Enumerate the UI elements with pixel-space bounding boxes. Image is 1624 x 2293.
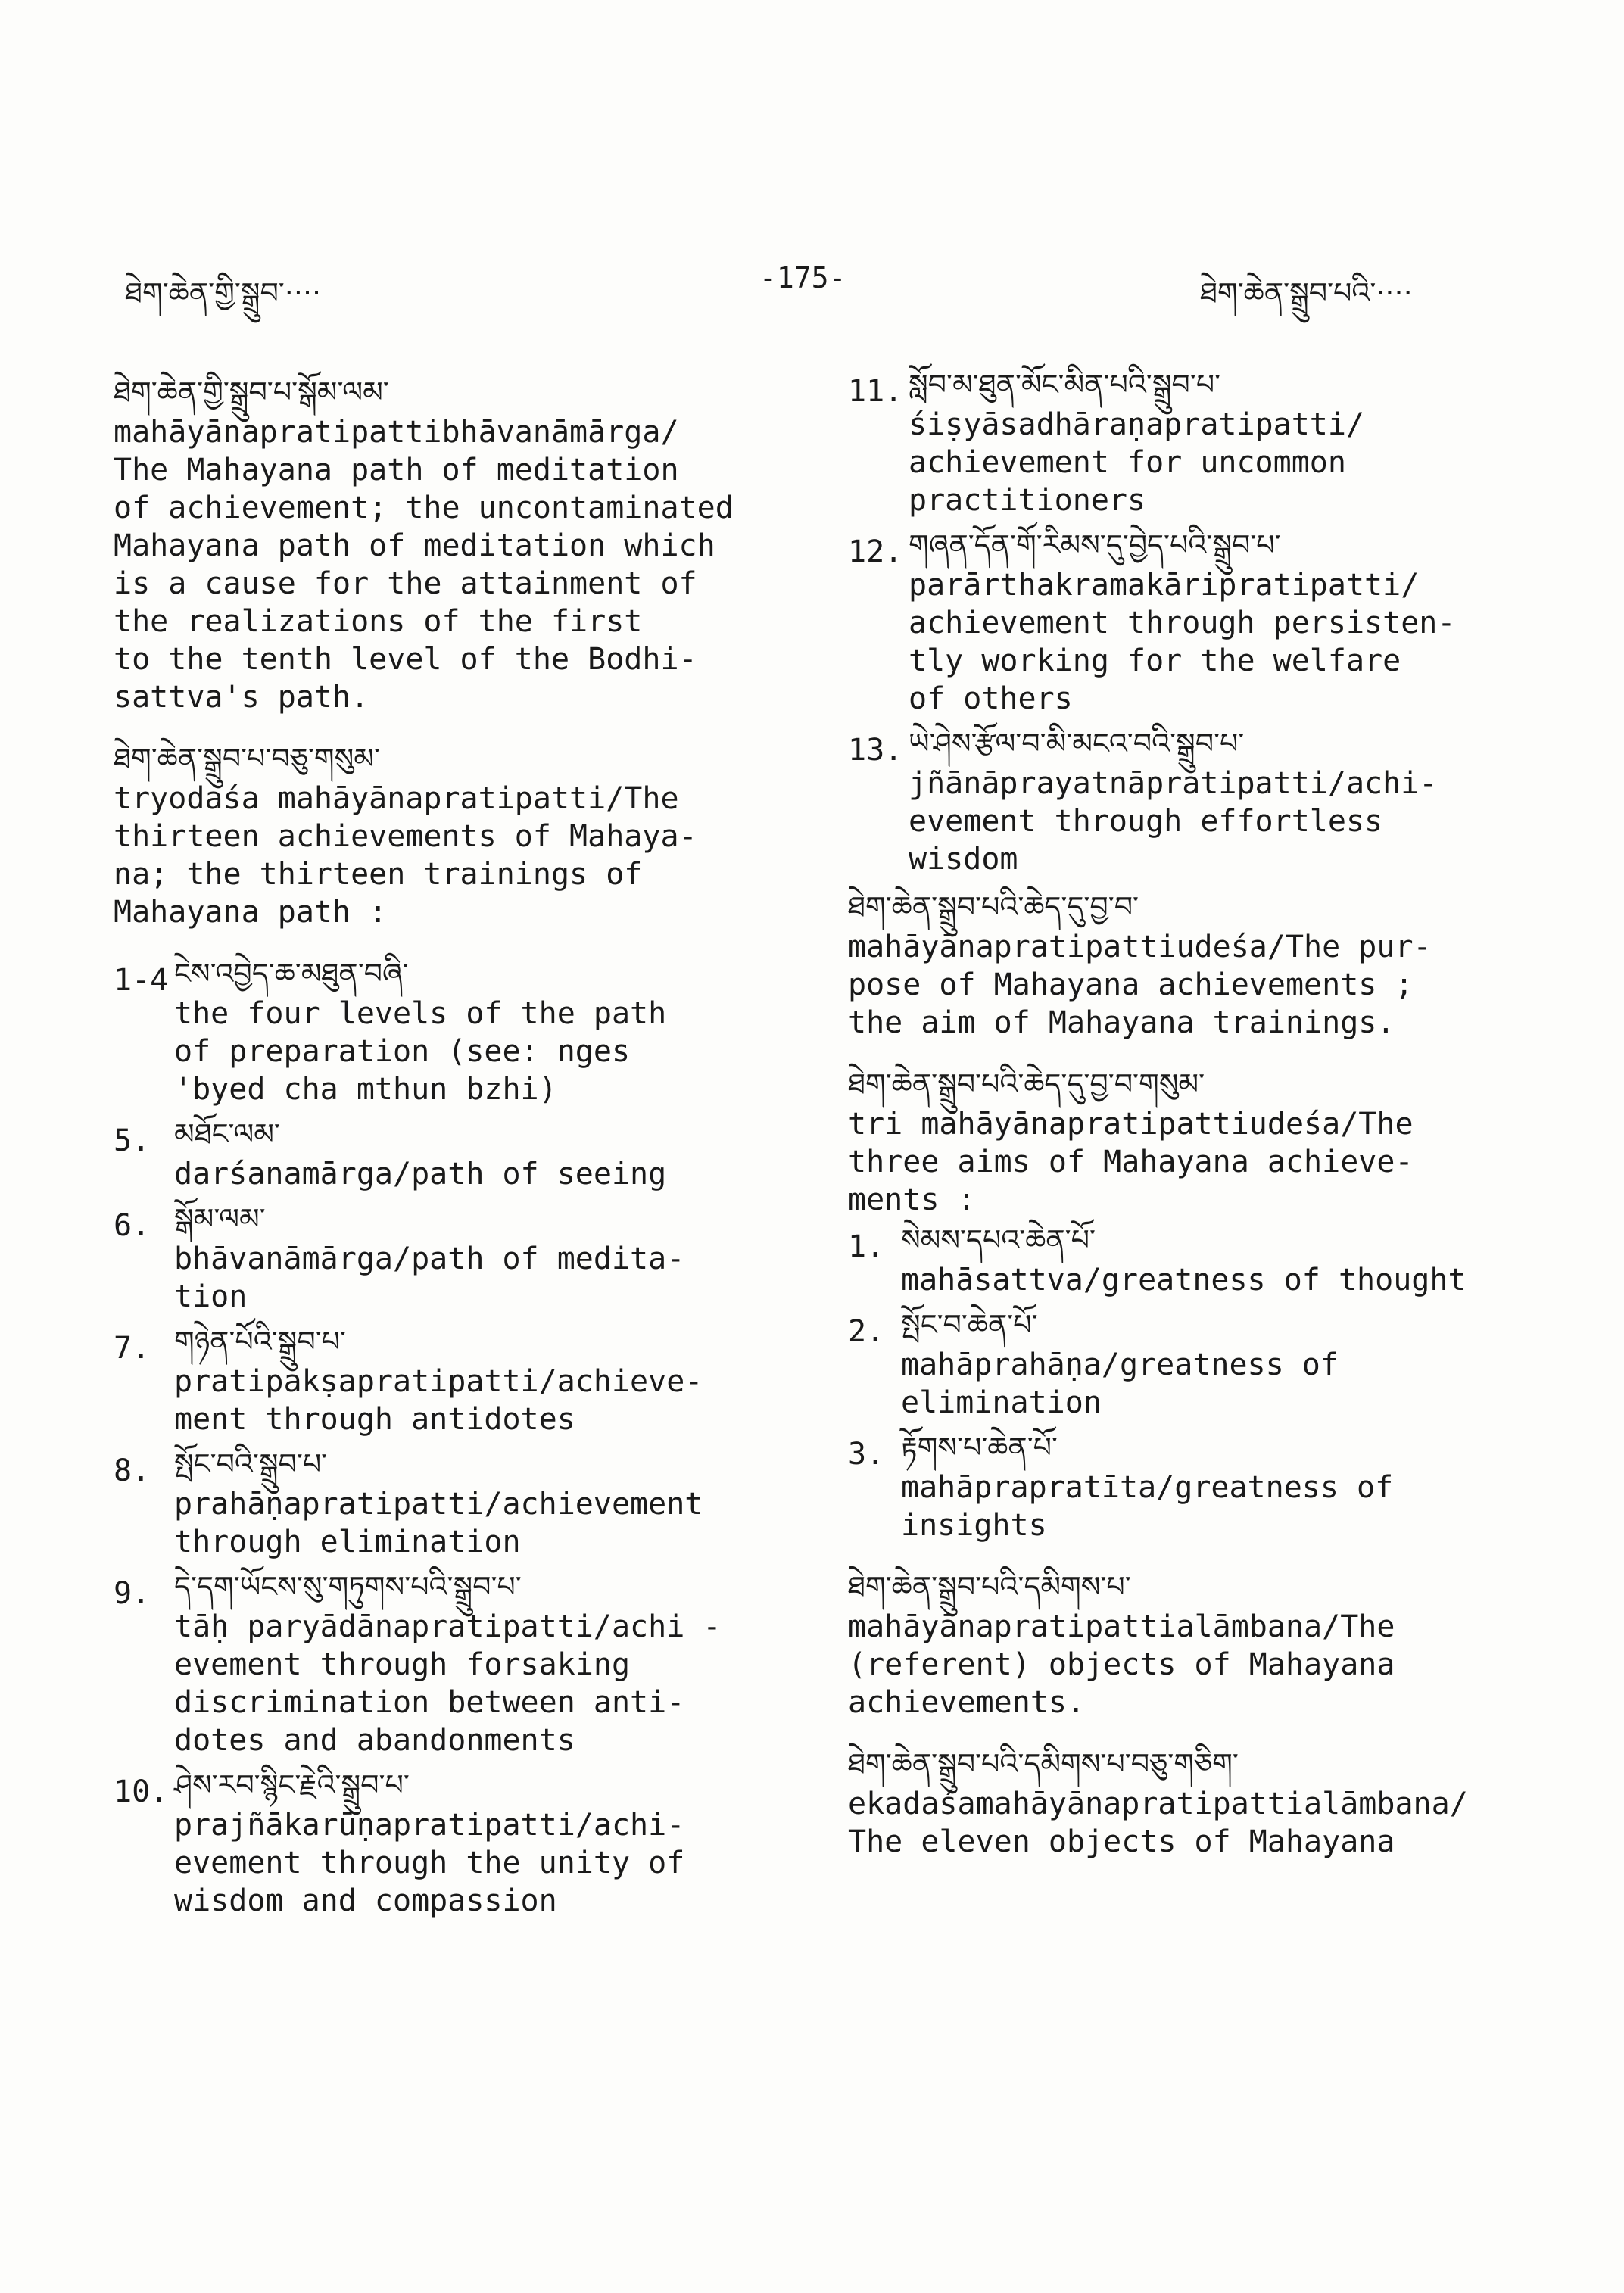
list-item-tibetan: དེ་དག་ཡོངས་སུ་གཏུགས་པའི་སྒྲུབ་པ་ [174, 1570, 522, 1603]
entry-line: the aim of Mahayana trainings. [848, 1005, 1395, 1040]
entry-tibetan-heading: ཐེག་ཆེན་སྒྲུབ་པའི་ཆེད་དུ་བྱ་བ་གསུམ་ [848, 1067, 1205, 1101]
list-item-line: ment through antidotes [174, 1402, 575, 1437]
list-item-line: parārthakramakāripratipatti/ [909, 568, 1420, 603]
list-item-line: mahāsattva/greatness of thought [901, 1263, 1467, 1298]
entry-tibetan-heading: ཐེག་ཆེན་སྒྲུབ་པའི་དམིགས་པ་ [848, 1570, 1131, 1603]
entry-line: to the tenth level of the Bodhi- [114, 642, 697, 677]
list-item-line: through elimination [174, 1525, 521, 1559]
list-item-line: the four levels of the path [174, 996, 667, 1031]
entry-three-aims [848, 1063, 1529, 1544]
list-item-tibetan: གཉེན་པོའི་སྒྲུབ་པ་ [174, 1325, 347, 1358]
list-item-line: of others [909, 681, 1073, 716]
entry-line: The eleven objects of Mahayana [848, 1824, 1395, 1859]
entry-line: Mahayana path of meditation which [114, 528, 715, 563]
list-item-tibetan: མཐོང་ལམ་ [174, 1117, 280, 1151]
list-item-line: achievement through persisten- [909, 606, 1456, 640]
entry-mahayana-meditation-path [114, 371, 810, 716]
entry-line: achievements. [848, 1685, 1086, 1720]
list-item [848, 363, 1529, 519]
list-item [114, 1566, 810, 1759]
entry-line: the realizations of the first [114, 604, 643, 639]
right-column [848, 363, 1529, 1882]
entry-line: na; the thirteen trainings of [114, 857, 643, 892]
entry-line: sattva's path. [114, 680, 369, 715]
list-item-tibetan: སེམས་དཔའ་ཆེན་པོ་ [901, 1223, 1096, 1257]
entry-thirteen-achievements [114, 737, 810, 931]
entry-line: of achievement; the uncontaminated [114, 491, 734, 525]
entry-line: is a cause for the attainment of [114, 566, 697, 601]
entry-line: The Mahayana path of meditation [114, 453, 679, 488]
list-item-line: mahāprahāṇa/greatness of [901, 1347, 1339, 1382]
list-item [848, 1219, 1529, 1299]
list-item-line: darśanamārga/path of seeing [174, 1157, 667, 1192]
entry-line: (referent) objects of Mahayana [848, 1647, 1395, 1682]
list-item-line: mahāprapratīta/greatness of [901, 1470, 1394, 1505]
page-number: -175- [759, 261, 846, 294]
list-item [114, 1443, 810, 1561]
list-item-line: pratipakṣapratipatti/achieve- [174, 1364, 703, 1399]
list-item-line: śiṣyāsadhāraṇapratipatti/ [909, 407, 1365, 442]
list-item-line: evement through the unity of [174, 1846, 685, 1880]
list-item-number: 1. [848, 1229, 885, 1264]
running-header-left: ཐེག་ཆེན་གྱི་སྒྲུབ་···· [125, 276, 322, 310]
entry-line: Mahayana path : [114, 895, 388, 930]
entry-tibetan-heading: ཐེག་ཆེན་སྒྲུབ་པ་བཅུ་གསུམ་ [114, 742, 380, 775]
list-item-line: achievement for uncommon [909, 445, 1346, 480]
list-item-line: bhāvanāmārga/path of medita- [174, 1242, 685, 1276]
list-item-tibetan: སློབ་མ་ཐུན་མོང་མིན་པའི་སྒྲུབ་པ་ [909, 368, 1221, 401]
list-item-line: wisdom [909, 842, 1018, 877]
list-item-line: prahāṇapratipatti/achievement [174, 1487, 703, 1522]
list-item-tibetan: སྤོང་བ་ཆེན་པོ་ [901, 1308, 1038, 1341]
entry-line: tri mahāyānapratipattiudeśa/The [848, 1107, 1414, 1142]
list-item-tibetan: ངེས་འབྱེད་ཆ་མཐུན་བཞི་ [174, 957, 409, 990]
list-item [114, 1113, 810, 1193]
list-item-number: 12. [848, 534, 903, 569]
list-item-line: of preparation (see: nges [174, 1034, 631, 1069]
entry-line: tryodaśa mahāyānapratipatti/The [114, 781, 679, 816]
list-item [114, 1198, 810, 1316]
list-item-line: 'byed cha mthun bzhi) [174, 1072, 557, 1107]
entry-purpose-of-achievements [848, 886, 1529, 1042]
entry-line: thirteen achievements of Mahaya- [114, 819, 697, 854]
entry-tibetan-heading: ཐེག་ཆེན་སྒྲུབ་པའི་ཆེད་དུ་བྱ་བ་ [848, 890, 1139, 924]
list-item-line: evement through effortless [909, 804, 1383, 839]
list-item [848, 1304, 1529, 1422]
list-item-line: evement through forsaking [174, 1647, 631, 1682]
list-item [114, 952, 810, 1108]
list-item-number: 11. [848, 374, 903, 409]
list-item [114, 1320, 810, 1438]
entry-eleven-objects [848, 1743, 1529, 1861]
list-item-line: tion [174, 1279, 248, 1314]
entry-line: ments : [848, 1182, 976, 1217]
list-item-number: 13. [848, 733, 903, 768]
list-item [114, 1764, 810, 1920]
list-item-line: prajñākarūṇapratipatti/achi- [174, 1808, 685, 1843]
entry-objects-of-achievements [848, 1566, 1529, 1721]
entry-line: three aims of Mahayana achieve- [848, 1145, 1414, 1179]
list-item-tibetan: སྒོམ་ལམ་ [174, 1202, 266, 1235]
list-item-number: 10. [114, 1774, 169, 1809]
list-item-number: 6. [114, 1208, 151, 1243]
list-item-line: practitioners [909, 483, 1146, 518]
list-item-tibetan: ཤེས་རབ་སྙིང་རྗེའི་སྒྲུབ་པ་ [174, 1768, 410, 1802]
list-item-line: wisdom and compassion [174, 1883, 557, 1918]
list-item-line: tly working for the welfare [909, 643, 1401, 678]
list-item [848, 1426, 1529, 1544]
list-item-number: 5. [114, 1123, 151, 1158]
list-item-tibetan: གཞན་དོན་གོ་རིམས་དུ་བྱེད་པའི་སྒྲུབ་པ་ [909, 528, 1281, 562]
list-item [848, 524, 1529, 718]
list-item [848, 722, 1529, 878]
list-item-line: jñānāprayatnāpratipatti/achi- [909, 766, 1438, 801]
list-item-number: 1-4 [114, 963, 169, 998]
entry-line: mahāyānapratipattiudeśa/The pur- [848, 930, 1432, 964]
list-item-line: discrimination between anti- [174, 1685, 685, 1720]
entry-line: mahāyānapratipattibhāvanāmārga/ [114, 415, 679, 450]
list-item-line: dotes and abandonments [174, 1723, 575, 1758]
list-item-number: 7. [114, 1331, 151, 1366]
list-item-tibetan: རྟོགས་པ་ཆེན་པོ་ [901, 1431, 1058, 1464]
list-item-number: 2. [848, 1314, 885, 1349]
list-item-number: 8. [114, 1453, 151, 1488]
list-item-line: tāḥ paryādānapratipatti/achi - [174, 1609, 722, 1644]
running-header-right: ཐེག་ཆེན་སྒྲུབ་པའི་···· [1200, 276, 1413, 310]
left-column [114, 363, 810, 1924]
list-item-number: 9. [114, 1576, 151, 1611]
list-item-line: elimination [901, 1385, 1102, 1420]
list-item-tibetan: སྤོང་བའི་སྒྲུབ་པ་ [174, 1447, 328, 1481]
entry-line: pose of Mahayana achievements ; [848, 967, 1414, 1002]
entry-line: ekadaśamahāyānapratipattialāmbana/ [848, 1787, 1468, 1821]
list-item-number: 3. [848, 1437, 885, 1472]
entry-tibetan-heading: ཐེག་ཆེན་གྱི་སྒྲུབ་པ་སྒོམ་ལམ་ [114, 375, 389, 409]
list-item-tibetan: ཡེ་ཤེས་རྩོལ་བ་མི་མངའ་བའི་སྒྲུབ་པ་ [909, 727, 1245, 760]
list-item-line: insights [901, 1508, 1047, 1543]
entry-line: mahāyānapratipattialāmbana/The [848, 1609, 1395, 1644]
entry-tibetan-heading: ཐེག་ཆེན་སྒྲུབ་པའི་དམིགས་པ་བཅུ་གཅིག་ [848, 1747, 1239, 1781]
